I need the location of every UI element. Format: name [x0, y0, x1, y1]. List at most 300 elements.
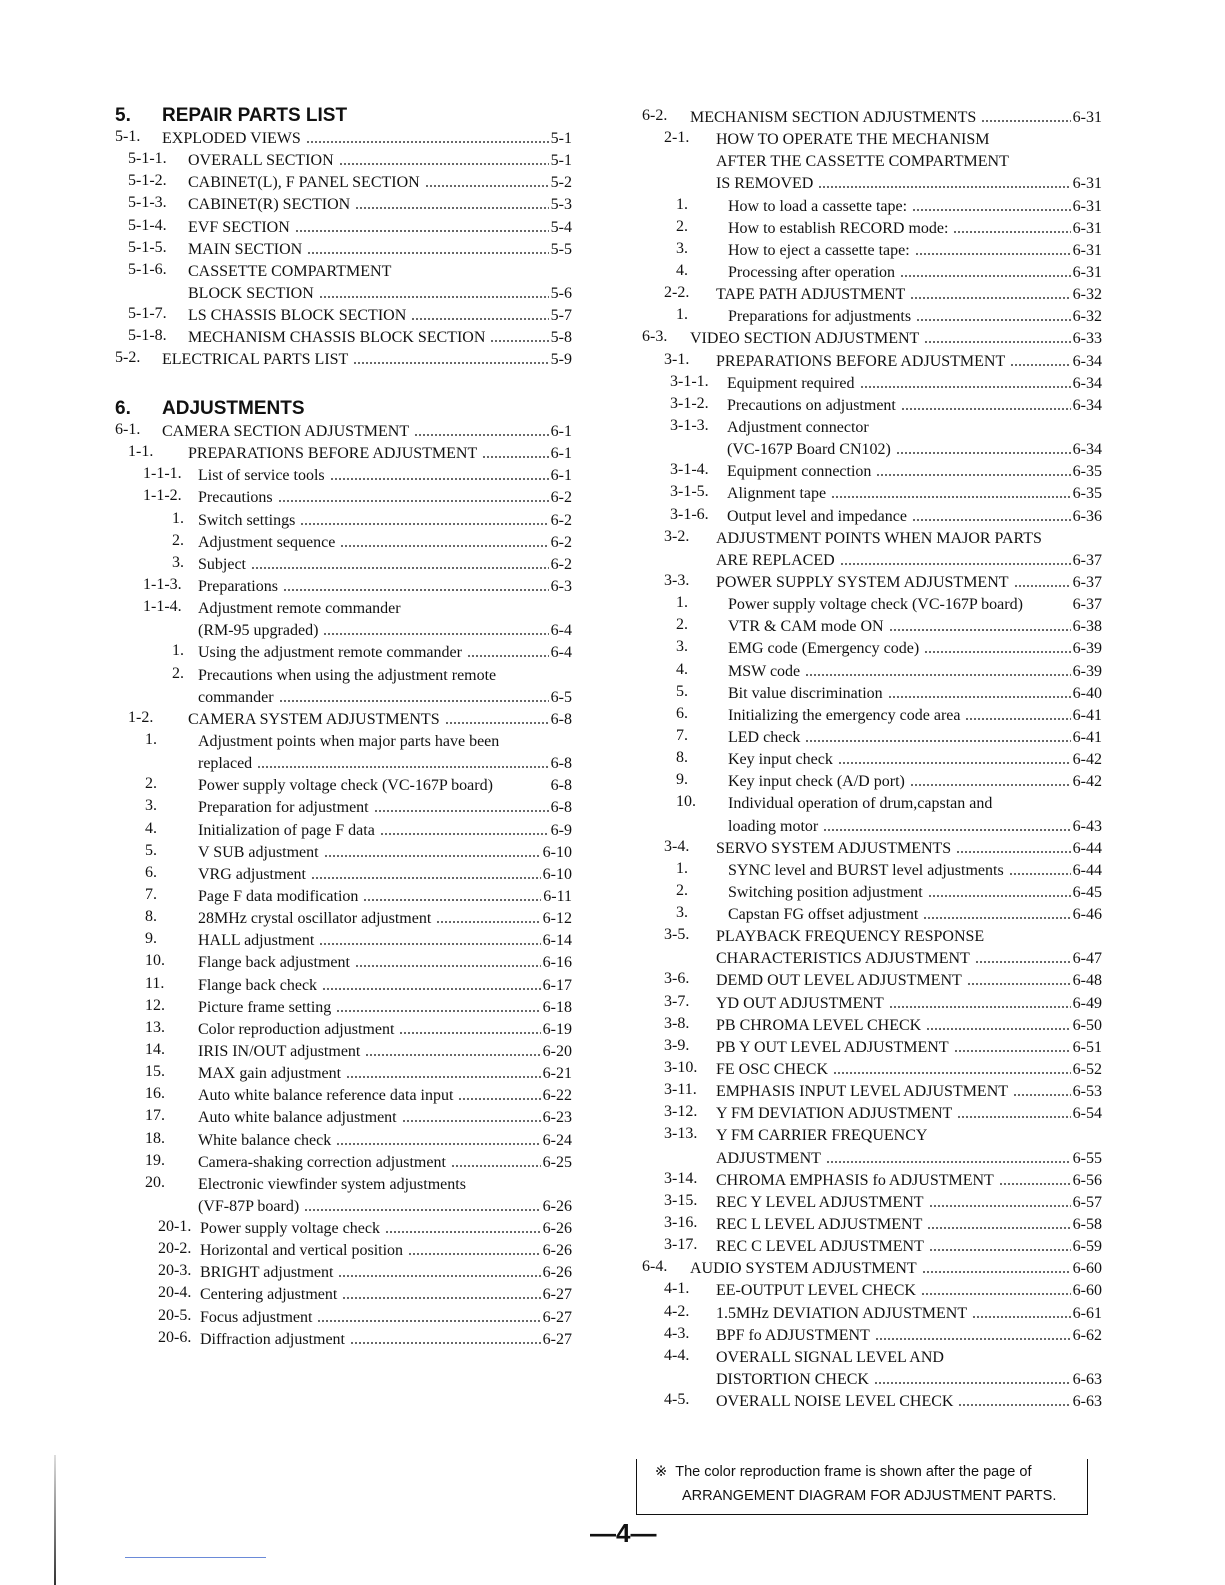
entry-title: Focus adjustment [200, 1308, 313, 1326]
dot-leader [436, 908, 540, 930]
entry-number: 3-2. [664, 527, 690, 545]
entry-title: Preparation for adjustment [198, 799, 369, 817]
entry-page: 6-37 [1072, 551, 1102, 569]
entry-number: 6. [676, 704, 688, 722]
entry-number: 3-10. [664, 1059, 698, 1077]
entry-page: 6-4 [550, 622, 572, 640]
toc-entry[interactable] [642, 727, 1102, 749]
entry-title: MECHANISM CHASSIS BLOCK SECTION [188, 329, 486, 347]
entry-number: 7. [676, 726, 688, 744]
dot-leader [889, 616, 1071, 638]
entry-number: 3-15. [664, 1191, 698, 1209]
dot-leader [402, 1107, 541, 1129]
toc-entry[interactable] [115, 775, 572, 797]
entry-page: 6-31 [1072, 241, 1102, 259]
dot-leader [311, 864, 541, 886]
section-heading [115, 104, 572, 128]
toc-entry[interactable] [115, 150, 572, 172]
dot-leader [355, 952, 541, 974]
entry-page: 6-26 [542, 1242, 572, 1260]
dot-leader [1009, 860, 1071, 882]
entry-title: How to load a cassette tape: [728, 197, 908, 215]
toc-entry[interactable] [115, 465, 572, 487]
entry-number: 6. [145, 863, 157, 881]
entry-number: 20-1. [158, 1218, 192, 1236]
dot-leader [467, 642, 549, 664]
entry-number: 10. [145, 952, 165, 970]
dot-leader [805, 661, 1071, 683]
toc-entry[interactable] [642, 1325, 1102, 1347]
toc-entry[interactable] [115, 952, 572, 974]
entry-number: 14. [145, 1040, 165, 1058]
dot-leader [965, 705, 1070, 727]
toc-entry[interactable] [115, 1329, 572, 1351]
entry-title: Key input check [728, 751, 833, 769]
dot-leader [967, 970, 1071, 992]
toc-entry[interactable] [642, 1347, 1102, 1391]
dot-leader [896, 439, 1071, 461]
entry-title: OVERALL SECTION [188, 152, 334, 170]
dot-leader [915, 240, 1071, 262]
entry-number: 4-3. [664, 1324, 690, 1342]
dot-leader [307, 239, 548, 261]
entry-number: 3. [676, 638, 688, 656]
entry-number: 3-1-1. [670, 372, 709, 390]
toc-entry[interactable] [642, 1015, 1102, 1037]
dot-leader [981, 107, 1070, 129]
toc-entry[interactable] [115, 1085, 572, 1107]
toc-entry[interactable] [642, 284, 1102, 306]
entry-number: 3-1-6. [670, 505, 709, 523]
entry-number: 3. [145, 797, 157, 815]
dot-leader [322, 975, 541, 997]
toc-entry[interactable] [642, 616, 1102, 638]
toc-entry[interactable] [115, 421, 572, 443]
entry-title: V SUB adjustment [198, 843, 319, 861]
entry-title: EMPHASIS INPUT LEVEL ADJUSTMENT [716, 1083, 1009, 1101]
entry-number: 1. [676, 594, 688, 612]
entry-title: Power supply voltage check (VC-167P board) [198, 777, 493, 795]
dot-leader [493, 775, 551, 797]
entry-title: LED check [728, 728, 801, 746]
section-adjustments [115, 397, 572, 1351]
toc-entry[interactable] [115, 598, 572, 642]
toc-entry[interactable] [115, 709, 572, 731]
toc-entry[interactable] [115, 128, 572, 150]
toc-entry[interactable] [115, 510, 572, 532]
toc-entry[interactable] [642, 1170, 1102, 1192]
toc-entry[interactable] [642, 506, 1102, 528]
toc-entry[interactable] [642, 572, 1102, 594]
entry-page: 6-48 [1072, 972, 1102, 990]
entry-page: 6-36 [1072, 507, 1102, 525]
entry-number: 1-1-1. [143, 465, 182, 483]
entry-number: 20-2. [158, 1240, 192, 1258]
dot-leader [929, 1192, 1071, 1214]
toc-entry[interactable] [642, 1280, 1102, 1302]
toc-entry[interactable] [642, 1236, 1102, 1258]
entry-title: ADJUSTMENT POINTS WHEN MAJOR PARTS [716, 529, 1042, 547]
entry-title: SERVO SYSTEM ADJUSTMENTS [716, 839, 952, 857]
entry-number: 3-4. [664, 837, 690, 855]
toc-entry[interactable] [115, 1107, 572, 1129]
toc-entry[interactable] [115, 842, 572, 864]
entry-title: (RM-95 upgraded) [198, 622, 319, 640]
entry-title: BLOCK SECTION [188, 284, 314, 302]
entry-title: IS REMOVED [716, 175, 814, 193]
entry-page: 5-8 [550, 329, 572, 347]
toc-entry[interactable] [115, 642, 572, 664]
entry-number: 13. [145, 1018, 165, 1036]
dot-leader [972, 1303, 1071, 1325]
dot-leader [323, 620, 548, 642]
toc-entry[interactable] [642, 107, 1102, 129]
dot-leader [317, 1307, 540, 1329]
entry-number: 4-5. [664, 1391, 690, 1409]
toc-entry[interactable] [115, 864, 572, 886]
toc-entry[interactable] [115, 239, 572, 261]
toc-entry[interactable] [642, 1303, 1102, 1325]
entry-page: 6-39 [1072, 662, 1102, 680]
entry-number: 3-12. [664, 1103, 698, 1121]
entry-number: 20-3. [158, 1262, 192, 1280]
toc-entry[interactable] [115, 1174, 572, 1218]
dot-leader [339, 150, 549, 172]
entry-title: Adjustment connector [727, 418, 869, 436]
entry-title: Y FM CARRIER FREQUENCY [716, 1127, 928, 1145]
entry-page: 6-52 [1072, 1061, 1102, 1079]
dot-leader [342, 1284, 540, 1306]
entry-title: Initializing the emergency code area [728, 706, 961, 724]
toc-entry[interactable] [115, 217, 572, 239]
toc-entry[interactable] [115, 1041, 572, 1063]
entry-number: 1. [145, 730, 157, 748]
entry-number: 5-1-8. [128, 327, 167, 345]
entry-number: 3. [676, 239, 688, 257]
dot-leader [336, 1130, 540, 1152]
toc-entry[interactable] [115, 797, 572, 819]
entry-number: 6-3. [642, 328, 668, 346]
toc-entry[interactable] [115, 1063, 572, 1085]
entry-title: Flange back check [198, 976, 318, 994]
entry-title: 1.5MHz DEVIATION ADJUSTMENT [716, 1304, 968, 1322]
entry-title: REC C LEVEL ADJUSTMENT [716, 1238, 924, 1256]
entry-title: CABINET(L), F PANEL SECTION [188, 174, 420, 192]
entry-page: 6-22 [542, 1087, 572, 1105]
toc-entry[interactable] [115, 930, 572, 952]
entry-page: 6-1 [550, 445, 572, 463]
toc-entry[interactable] [642, 638, 1102, 660]
entry-number: 5. [676, 682, 688, 700]
toc-entry[interactable] [115, 443, 572, 465]
entry-page: 6-34 [1072, 352, 1102, 370]
toc-entry[interactable] [115, 554, 572, 576]
entry-page: 6-9 [550, 821, 572, 839]
dot-leader [324, 842, 541, 864]
toc-entry[interactable] [642, 240, 1102, 262]
entry-number: 2. [172, 531, 184, 549]
entry-number: 5-1-2. [128, 172, 167, 190]
toc-entry[interactable] [642, 1258, 1102, 1280]
entry-page: 6-26 [542, 1220, 572, 1238]
toc-entry[interactable] [642, 218, 1102, 240]
entry-title: FE OSC CHECK [716, 1061, 829, 1079]
dot-leader [283, 576, 549, 598]
toc-entry[interactable] [115, 1130, 572, 1152]
entry-number: 15. [145, 1063, 165, 1081]
entry-number: 1. [676, 859, 688, 877]
toc-entry[interactable] [642, 970, 1102, 992]
entry-page: 6-56 [1072, 1171, 1102, 1189]
entry-title: Precautions on adjustment [727, 396, 896, 414]
entry-number: 5-1. [115, 128, 141, 145]
toc-entry[interactable] [642, 1059, 1102, 1081]
entry-page: 6-23 [542, 1109, 572, 1127]
dot-leader [355, 194, 548, 216]
entry-page: 6-55 [1072, 1149, 1102, 1167]
entry-number: 8. [676, 749, 688, 767]
dot-leader [912, 506, 1071, 528]
entry-page: 6-42 [1072, 773, 1102, 791]
entry-page: 6-14 [542, 932, 572, 950]
toc-entry[interactable] [642, 904, 1102, 926]
toc-entry[interactable] [642, 926, 1102, 970]
entry-title: Auto white balance adjustment [198, 1109, 397, 1127]
entry-page: 6-61 [1072, 1304, 1102, 1322]
toc-entry[interactable] [115, 908, 572, 930]
entry-number: 17. [145, 1107, 165, 1125]
toc-entry[interactable] [115, 997, 572, 1019]
toc-entry[interactable] [115, 975, 572, 997]
dot-leader [319, 283, 549, 305]
toc-entry[interactable] [115, 194, 572, 216]
toc-entry[interactable] [642, 129, 1102, 195]
entry-page: 6-18 [542, 998, 572, 1016]
toc-entry[interactable] [642, 196, 1102, 218]
toc-entry[interactable] [642, 793, 1102, 837]
entry-number: 6-2. [642, 107, 668, 124]
entry-page: 6-2 [550, 555, 572, 573]
dot-leader [304, 1196, 541, 1218]
entry-page: 6-2 [550, 489, 572, 507]
toc-entry[interactable] [115, 886, 572, 908]
note-symbol: ※ [655, 1464, 668, 1480]
entry-number: 4. [145, 819, 157, 837]
dot-leader [926, 1015, 1070, 1037]
dot-leader [921, 1280, 1071, 1302]
entry-title: Page F data modification [198, 887, 359, 905]
toc-entry[interactable] [115, 1307, 572, 1329]
toc-entry[interactable] [115, 261, 572, 305]
entry-title: SYNC level and BURST level adjustments [728, 861, 1004, 879]
toc-entry[interactable] [642, 1391, 1102, 1413]
entry-number: 2. [676, 881, 688, 899]
toc-entry[interactable] [642, 417, 1102, 461]
toc-entry[interactable] [115, 665, 572, 709]
entry-page: 5-1 [550, 130, 572, 147]
entry-title: LS CHASSIS BLOCK SECTION [188, 307, 407, 325]
entry-title: replaced [198, 755, 253, 773]
toc-entry[interactable] [115, 305, 572, 327]
entry-number: 3-8. [664, 1014, 690, 1032]
entry-number: 9. [145, 930, 157, 948]
entry-number: 1-1-2. [143, 487, 182, 505]
entry-page: 6-8 [550, 710, 572, 728]
entry-page: 6-8 [550, 799, 572, 817]
toc-entry[interactable] [642, 351, 1102, 373]
entry-title: ELECTRICAL PARTS LIST [162, 351, 349, 369]
note-line-1: The color reproduction frame is shown after the page of [675, 1464, 1032, 1480]
entry-number: 20-6. [158, 1328, 192, 1346]
entry-number: 3-1. [664, 350, 690, 368]
entry-title: Electronic viewfinder system adjustments [198, 1175, 466, 1193]
entry-number: 5. [145, 841, 157, 859]
entry-title: DEMD OUT LEVEL ADJUSTMENT [716, 972, 962, 990]
entry-title: List of service tools [198, 467, 325, 485]
dot-leader [414, 421, 549, 443]
toc-entry[interactable] [642, 771, 1102, 793]
toc-entry[interactable] [642, 528, 1102, 572]
toc-entry[interactable] [642, 1214, 1102, 1236]
toc-entry[interactable] [642, 749, 1102, 771]
toc-entry[interactable] [642, 483, 1102, 505]
entry-page: 6-34 [1072, 441, 1102, 459]
toc-entry[interactable] [115, 1262, 572, 1284]
entry-title: Flange back adjustment [198, 954, 350, 972]
entry-page: 6-27 [542, 1308, 572, 1326]
dot-leader [482, 443, 548, 465]
entry-title: Using the adjustment remote commander [198, 644, 462, 662]
toc-entry[interactable] [642, 838, 1102, 860]
dot-leader [365, 1041, 540, 1063]
entry-title: Switching position adjustment [728, 883, 923, 901]
entry-number: 3-5. [664, 926, 690, 944]
toc-entry[interactable] [642, 993, 1102, 1015]
entry-title: EE-OUTPUT LEVEL CHECK [716, 1282, 916, 1300]
entry-page: 6-35 [1072, 463, 1102, 481]
toc-entry[interactable] [115, 349, 572, 371]
dot-leader [346, 1063, 541, 1085]
dot-leader [374, 797, 549, 819]
entry-title: CASSETTE COMPARTMENT [188, 262, 392, 280]
entry-page: 6-10 [542, 865, 572, 883]
entry-number: 3-1-2. [670, 394, 709, 412]
entry-number: 10. [676, 793, 696, 811]
entry-title: Preparations for adjustments [728, 308, 912, 326]
toc-entry[interactable] [642, 705, 1102, 727]
toc-entry[interactable] [642, 594, 1102, 616]
entry-number: 2. [676, 217, 688, 235]
entry-title: IRIS IN/OUT adjustment [198, 1042, 361, 1060]
entry-number: 20-4. [158, 1284, 192, 1302]
dot-leader [306, 128, 549, 150]
entry-page: 5-3 [550, 196, 572, 214]
toc-entry[interactable] [115, 1019, 572, 1041]
dot-leader [1023, 594, 1073, 616]
entry-number: 20. [145, 1173, 165, 1191]
toc-entry[interactable] [642, 373, 1102, 395]
dot-leader [953, 218, 1070, 240]
toc-entry[interactable] [642, 1037, 1102, 1059]
toc-entry[interactable] [642, 860, 1102, 882]
toc-entry[interactable] [642, 306, 1102, 328]
entry-number: 2. [145, 775, 157, 793]
toc-entry[interactable] [642, 882, 1102, 904]
dot-leader [876, 461, 1070, 483]
entry-number: 4-1. [664, 1280, 690, 1298]
toc-entry[interactable] [115, 1218, 572, 1240]
toc-entry[interactable] [115, 1284, 572, 1306]
dot-leader [363, 886, 541, 908]
dot-leader [336, 997, 540, 1019]
toc-entry[interactable] [642, 328, 1102, 350]
toc-entry[interactable] [642, 395, 1102, 417]
toc-entry[interactable] [115, 1152, 572, 1174]
toc-entry[interactable] [642, 1192, 1102, 1214]
entry-title: Equipment connection [727, 463, 872, 481]
dot-leader [916, 306, 1071, 328]
entry-title: HOW TO OPERATE THE MECHANISM [716, 131, 990, 149]
dot-leader [458, 1085, 540, 1107]
dot-leader [826, 1148, 1071, 1170]
entry-number: 4-2. [664, 1302, 690, 1320]
toc-entry[interactable] [115, 327, 572, 349]
entry-number: 3-14. [664, 1169, 698, 1187]
dot-leader [912, 196, 1071, 218]
entry-number: 5-1-6. [128, 260, 167, 278]
entry-number: 3-3. [664, 571, 690, 589]
entry-title: White balance check [198, 1131, 332, 1149]
entry-title: (VC-167P Board CN102) [727, 441, 891, 459]
toc-entry[interactable] [115, 172, 572, 194]
entry-number: 1-1. [128, 443, 154, 461]
entry-page: 6-41 [1072, 706, 1102, 724]
section-repair-parts-list [115, 104, 572, 372]
toc-entry[interactable] [642, 1103, 1102, 1125]
toc-entry[interactable] [115, 731, 572, 775]
toc-entry[interactable] [115, 576, 572, 598]
entry-title: PB CHROMA LEVEL CHECK [716, 1016, 922, 1034]
entry-title: PB Y OUT LEVEL ADJUSTMENT [716, 1038, 949, 1056]
entry-title: BRIGHT adjustment [200, 1264, 334, 1282]
toc-entry[interactable] [642, 683, 1102, 705]
entry-title: Centering adjustment [200, 1286, 338, 1304]
entry-number: 7. [145, 885, 157, 903]
entry-title: PREPARATIONS BEFORE ADJUSTMENT [716, 352, 1006, 370]
dot-leader [1013, 1081, 1071, 1103]
entry-page: 6-32 [1072, 308, 1102, 326]
toc-entry[interactable] [642, 1081, 1102, 1103]
entry-title: Y FM DEVIATION ADJUSTMENT [716, 1105, 953, 1123]
entry-title: Subject [198, 555, 246, 573]
entry-number: 1-2. [128, 708, 154, 726]
toc-entry[interactable] [642, 262, 1102, 284]
toc-entry[interactable] [115, 820, 572, 842]
toc-entry[interactable] [115, 1240, 572, 1262]
entry-page: 6-5 [550, 688, 572, 706]
entry-title: Horizontal and vertical position [200, 1242, 404, 1260]
toc-entry[interactable] [642, 1125, 1102, 1169]
dot-leader [954, 1037, 1071, 1059]
toc-entry[interactable] [642, 661, 1102, 683]
dot-leader [278, 487, 549, 509]
toc-entry[interactable] [115, 532, 572, 554]
toc-entry[interactable] [642, 461, 1102, 483]
entry-number: 1. [172, 509, 184, 527]
toc-entry[interactable] [115, 487, 572, 509]
entry-title: AUDIO SYSTEM ADJUSTMENT [690, 1260, 917, 1278]
dot-leader [957, 1103, 1070, 1125]
